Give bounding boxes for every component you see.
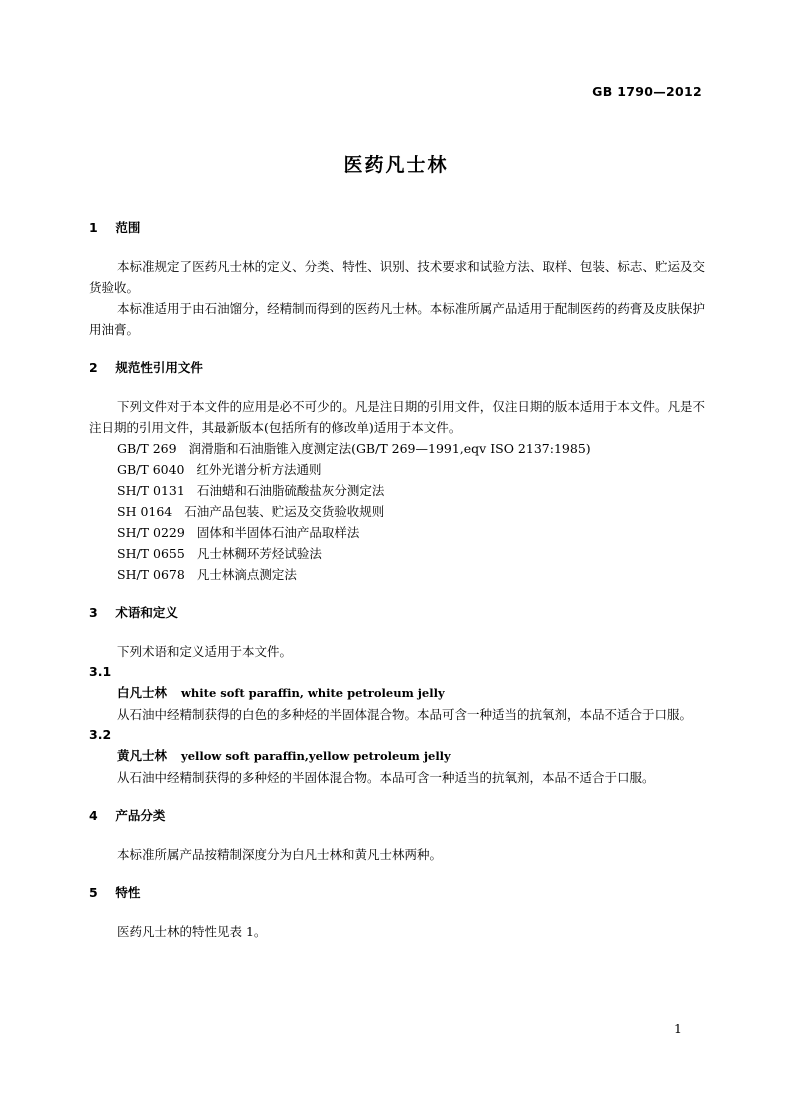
term-definition: 从石油中经精制获得的多种烃的半固体混合物。本品可含一种适当的抗氧剂，本品不适合于口服。	[117, 770, 655, 785]
section-number: 2	[89, 360, 98, 375]
reference-item	[89, 564, 705, 585]
term-chinese: 黄凡士林	[117, 748, 168, 763]
reference-code: GB/T 6040	[117, 462, 185, 477]
term-heading	[89, 745, 705, 767]
reference-code: SH 0164	[117, 504, 173, 519]
section-number: 4	[89, 808, 98, 823]
reference-item	[89, 480, 705, 501]
reference-item	[89, 459, 705, 480]
reference-code: SH/T 0678	[117, 567, 185, 582]
reference-title: 凡士林稠环芳烃试验法	[196, 546, 322, 561]
section-4-heading	[89, 806, 705, 826]
section-3-heading	[89, 603, 705, 623]
paragraph: 本标准适用于由石油馏分，经精制而得到的医药凡士林。本标准所属产品适用于配制医药的药膏及皮肤保护用油膏。	[89, 301, 705, 337]
section-number: 5	[89, 885, 98, 900]
paragraph: 下列文件对于本文件的应用是必不可少的。凡是注日期的引用文件，仅注日期的版本适用于本文件。凡是不注日期的引用文件，其最新版本(包括所有的修改单)适用于本文件。	[89, 399, 705, 435]
reference-title: 固体和半固体石油产品取样法	[196, 525, 360, 540]
section-5-heading	[89, 883, 705, 903]
paragraph: 医药凡士林的特性见表 1。	[117, 924, 267, 939]
reference-code: GB/T 269	[117, 441, 177, 456]
page-title: 医药凡士林	[343, 154, 449, 176]
reference-item	[89, 522, 705, 543]
paragraph: 本标准所属产品按精制深度分为白凡士林和黄凡士林两种。	[117, 847, 443, 862]
page-number: 1	[674, 1021, 682, 1036]
reference-item	[89, 438, 705, 459]
section-title: 规范性引用文件	[115, 360, 203, 375]
section-number: 3	[89, 605, 98, 620]
reference-title: 凡士林滴点测定法	[196, 567, 297, 582]
term-english: white soft paraffin, white petroleum jelly	[181, 686, 445, 700]
term-heading	[89, 682, 705, 704]
reference-title: 石油产品包装、贮运及交货验收规则	[184, 504, 385, 519]
term-definition: 从石油中经精制获得的白色的多种烃的半固体混合物。本品可含一种适当的抗氧剂，本品不适合于口服。	[117, 707, 693, 722]
reference-code: SH/T 0229	[117, 525, 185, 540]
paragraph: 下列术语和定义适用于本文件。	[117, 644, 293, 659]
reference-code: SH/T 0131	[117, 483, 185, 498]
reference-title: 石油蜡和石油脂硫酸盐灰分测定法	[196, 483, 385, 498]
standard-code: GB 1790—2012	[592, 84, 702, 99]
section-title: 范围	[115, 220, 141, 235]
reference-title: 润滑脂和石油脂锥入度测定法(GB/T 269—1991,eqv ISO 2137:1985)	[188, 441, 591, 456]
section-title: 术语和定义	[115, 605, 178, 620]
term-number: 3.1	[89, 664, 112, 679]
document-body	[89, 218, 705, 942]
section-2-heading	[89, 358, 705, 378]
reference-title: 红外光谱分析方法通则	[196, 462, 322, 477]
reference-code: SH/T 0655	[117, 546, 185, 561]
term-english: yellow soft paraffin,yellow petroleum jelly	[181, 749, 451, 763]
term-number: 3.2	[89, 727, 112, 742]
paragraph: 本标准规定了医药凡士林的定义、分类、特性、识别、技术要求和试验方法、取样、包装、标志、贮运及交货验收。	[89, 259, 705, 295]
section-title: 产品分类	[115, 808, 166, 823]
section-1-heading	[89, 218, 705, 238]
section-title: 特性	[115, 885, 141, 900]
section-number: 1	[89, 220, 98, 235]
term-chinese: 白凡士林	[117, 685, 168, 700]
reference-item	[89, 501, 705, 522]
reference-item	[89, 543, 705, 564]
